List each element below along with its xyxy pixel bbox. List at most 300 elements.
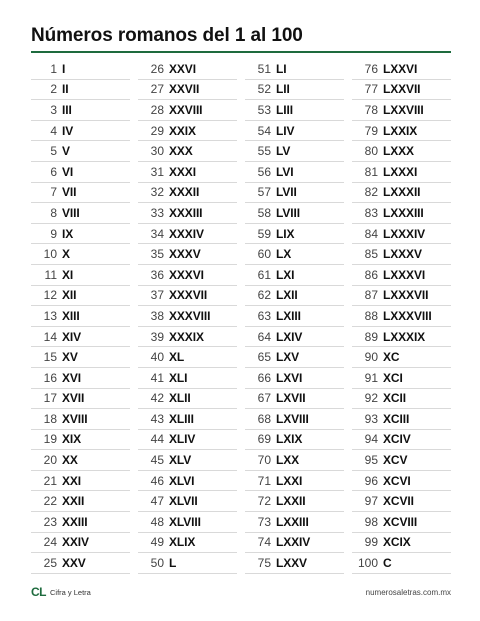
arabic-number: 8 [50, 205, 57, 220]
arabic-number: 69 [257, 432, 271, 447]
page-title: Números romanos del 1 al 100 [31, 25, 303, 46]
arabic-number: 53 [257, 102, 271, 117]
roman-numeral: XCI [383, 370, 403, 385]
numeral-row [138, 450, 237, 471]
arabic-number: 52 [257, 82, 271, 97]
arabic-number: 16 [43, 370, 57, 385]
roman-numeral: LI [276, 61, 287, 76]
roman-numeral: LXIII [276, 308, 301, 323]
roman-numeral: V [62, 144, 70, 159]
arabic-number: 35 [150, 247, 164, 262]
arabic-number: 48 [150, 514, 164, 529]
arabic-number: 100 [357, 556, 378, 571]
numeral-row [31, 141, 130, 162]
arabic-number: 34 [150, 226, 164, 241]
roman-numeral: XXV [62, 556, 86, 571]
numeral-row [31, 162, 130, 183]
brand [31, 585, 91, 599]
arabic-number: 12 [43, 288, 57, 303]
numeral-row [138, 306, 237, 327]
numeral-row [138, 347, 237, 368]
roman-numeral: LXXXIII [383, 205, 424, 220]
numeral-row [245, 347, 344, 368]
numeral-row [352, 100, 451, 121]
numeral-row [245, 162, 344, 183]
roman-numeral: X [62, 247, 70, 262]
arabic-number: 38 [150, 308, 164, 323]
numeral-row [245, 389, 344, 410]
roman-numeral: LXIX [276, 432, 303, 447]
numeral-row [245, 553, 344, 574]
arabic-number: 42 [150, 391, 164, 406]
numeral-row [31, 306, 130, 327]
numeral-row [138, 409, 237, 430]
numeral-row [31, 265, 130, 286]
arabic-number: 26 [150, 61, 164, 76]
arabic-number: 47 [150, 494, 164, 509]
numeral-row [31, 183, 130, 204]
numeral-row [352, 491, 451, 512]
roman-numeral: VIII [62, 205, 80, 220]
roman-numeral: LXXXVII [383, 288, 429, 303]
arabic-number: 3 [50, 102, 57, 117]
roman-numeral: LXXX [383, 144, 414, 159]
roman-numeral: XXXVIII [169, 308, 211, 323]
arabic-number: 51 [257, 61, 271, 76]
arabic-number: 43 [150, 411, 164, 426]
arabic-number: 46 [150, 473, 164, 488]
roman-numeral: XCV [383, 453, 408, 468]
roman-numeral: LXXIV [276, 535, 311, 550]
numeral-row [31, 224, 130, 245]
numeral-row [245, 100, 344, 121]
arabic-number: 77 [364, 82, 378, 97]
numeral-row [352, 224, 451, 245]
roman-numeral: LXXIX [383, 123, 418, 138]
numeral-row [31, 389, 130, 410]
arabic-number: 21 [43, 473, 57, 488]
numeral-row [31, 409, 130, 430]
numeral-column [352, 59, 451, 574]
roman-numeral: LXXXIX [383, 329, 426, 344]
arabic-number: 32 [150, 185, 164, 200]
numeral-row [31, 368, 130, 389]
numeral-row [352, 162, 451, 183]
roman-numeral: XCIX [383, 535, 411, 550]
numeral-row [352, 368, 451, 389]
numeral-row [31, 244, 130, 265]
numeral-row [352, 80, 451, 101]
roman-numeral: I [62, 61, 66, 76]
numeral-row [138, 59, 237, 80]
roman-numeral: XXXV [169, 247, 201, 262]
numeral-row [31, 512, 130, 533]
roman-numeral: XXX [169, 144, 193, 159]
roman-numeral: XCVII [383, 494, 414, 509]
numeral-row [245, 471, 344, 492]
arabic-number: 74 [257, 535, 271, 550]
arabic-number: 29 [150, 123, 164, 138]
numeral-row [138, 80, 237, 101]
numeral-row [138, 533, 237, 554]
roman-numeral: XXXIV [169, 226, 204, 241]
roman-numeral: XCII [383, 391, 406, 406]
roman-numeral: XXXI [169, 164, 196, 179]
arabic-number: 14 [43, 329, 57, 344]
arabic-number: 6 [50, 164, 57, 179]
roman-numeral: XXXIII [169, 205, 203, 220]
roman-numeral: XXVI [169, 61, 196, 76]
arabic-number: 98 [364, 514, 378, 529]
numeral-row [31, 491, 130, 512]
arabic-number: 75 [257, 556, 271, 571]
arabic-number: 73 [257, 514, 271, 529]
numeral-row [352, 512, 451, 533]
numeral-row [31, 450, 130, 471]
numeral-row [352, 553, 451, 574]
numeral-row [245, 491, 344, 512]
numeral-row [352, 430, 451, 451]
roman-numeral: XII [62, 288, 77, 303]
numeral-row [245, 306, 344, 327]
numeral-row [245, 121, 344, 142]
numeral-row [352, 203, 451, 224]
arabic-number: 94 [364, 432, 378, 447]
roman-numeral: LXXXI [383, 164, 418, 179]
numeral-row [31, 80, 130, 101]
numeral-row [138, 141, 237, 162]
arabic-number: 84 [364, 226, 378, 241]
roman-numeral: XIII [62, 308, 80, 323]
roman-numeral: LXVI [276, 370, 303, 385]
arabic-number: 99 [364, 535, 378, 550]
numeral-row [138, 100, 237, 121]
numeral-row [138, 265, 237, 286]
arabic-number: 13 [43, 308, 57, 323]
arabic-number: 82 [364, 185, 378, 200]
numeral-row [352, 59, 451, 80]
numeral-row [138, 389, 237, 410]
arabic-number: 9 [50, 226, 57, 241]
numeral-row [352, 286, 451, 307]
numerals-table [31, 59, 451, 574]
arabic-number: 79 [364, 123, 378, 138]
roman-numeral: IX [62, 226, 74, 241]
numeral-row [31, 203, 130, 224]
roman-numeral: IV [62, 123, 74, 138]
roman-numeral: LXXXV [383, 247, 422, 262]
roman-numeral: XL [169, 350, 185, 365]
roman-numeral: XCVIII [383, 514, 418, 529]
roman-numeral: LIV [276, 123, 295, 138]
roman-numeral: LXIV [276, 329, 303, 344]
arabic-number: 22 [43, 494, 57, 509]
roman-numeral: LII [276, 82, 290, 97]
arabic-number: 58 [257, 205, 271, 220]
arabic-number: 24 [43, 535, 57, 550]
numeral-row [245, 183, 344, 204]
numeral-row [138, 327, 237, 348]
arabic-number: 4 [50, 123, 57, 138]
title-divider [31, 51, 451, 53]
roman-numeral: II [62, 82, 69, 97]
arabic-number: 72 [257, 494, 271, 509]
roman-numeral: XXVII [169, 82, 200, 97]
numeral-row [138, 430, 237, 451]
numeral-row [138, 471, 237, 492]
arabic-number: 83 [364, 205, 378, 220]
arabic-number: 71 [257, 473, 271, 488]
numeral-row [245, 224, 344, 245]
numeral-row [138, 512, 237, 533]
numeral-row [245, 286, 344, 307]
roman-numeral: XXIII [62, 514, 88, 529]
roman-numeral: XLIV [169, 432, 196, 447]
roman-numeral: XVIII [62, 411, 88, 426]
numeral-row [352, 533, 451, 554]
numeral-row [245, 80, 344, 101]
numeral-row [245, 327, 344, 348]
arabic-number: 60 [257, 247, 271, 262]
numeral-row [31, 553, 130, 574]
roman-numeral: LXII [276, 288, 298, 303]
arabic-number: 68 [257, 411, 271, 426]
roman-numeral: LXXVII [383, 82, 421, 97]
arabic-number: 1 [50, 61, 57, 76]
roman-numeral: LIX [276, 226, 295, 241]
arabic-number: 91 [364, 370, 378, 385]
roman-numeral: XXXIX [169, 329, 204, 344]
numeral-row [352, 244, 451, 265]
roman-numeral: LXXII [276, 494, 306, 509]
numeral-row [31, 533, 130, 554]
roman-numeral: XXI [62, 473, 82, 488]
roman-numeral: XXXVI [169, 267, 204, 282]
numeral-column [31, 59, 130, 574]
roman-numeral: XLVIII [169, 514, 201, 529]
arabic-number: 41 [150, 370, 164, 385]
roman-numeral: LXXVIII [383, 102, 424, 117]
roman-numeral: III [62, 102, 72, 117]
arabic-number: 95 [364, 453, 378, 468]
roman-numeral: LVII [276, 185, 297, 200]
roman-numeral: LXVII [276, 391, 306, 406]
numeral-row [138, 203, 237, 224]
arabic-number: 31 [150, 164, 164, 179]
roman-numeral: XV [62, 350, 78, 365]
arabic-number: 39 [150, 329, 164, 344]
arabic-number: 96 [364, 473, 378, 488]
arabic-number: 59 [257, 226, 271, 241]
roman-numeral: XVI [62, 370, 82, 385]
roman-numeral: XXII [62, 494, 85, 509]
roman-numeral: LVIII [276, 205, 300, 220]
numeral-row [31, 59, 130, 80]
roman-numeral: LV [276, 144, 291, 159]
roman-numeral: XCVI [383, 473, 411, 488]
roman-numeral: XIV [62, 329, 82, 344]
numeral-row [245, 265, 344, 286]
roman-numeral: XLVI [169, 473, 195, 488]
arabic-number: 87 [364, 288, 378, 303]
roman-numeral: LVI [276, 164, 294, 179]
arabic-number: 65 [257, 350, 271, 365]
arabic-number: 56 [257, 164, 271, 179]
numeral-row [352, 265, 451, 286]
numeral-row [245, 59, 344, 80]
roman-numeral: LXXI [276, 473, 303, 488]
numeral-row [138, 491, 237, 512]
numeral-row [245, 368, 344, 389]
arabic-number: 15 [43, 350, 57, 365]
roman-numeral: XXVIII [169, 102, 203, 117]
arabic-number: 55 [257, 144, 271, 159]
roman-numeral: LXXXIV [383, 226, 426, 241]
roman-numeral: LXXIII [276, 514, 309, 529]
website-url: numerosaletras.com.mx [365, 587, 451, 597]
numeral-row [138, 183, 237, 204]
roman-numeral: LXV [276, 350, 300, 365]
numeral-row [245, 409, 344, 430]
roman-numeral: XVII [62, 391, 85, 406]
arabic-number: 2 [50, 82, 57, 97]
roman-numeral: XXIV [62, 535, 89, 550]
arabic-number: 28 [150, 102, 164, 117]
numeral-row [352, 183, 451, 204]
arabic-number: 86 [364, 267, 378, 282]
roman-numeral: XI [62, 267, 74, 282]
numeral-row [352, 450, 451, 471]
arabic-number: 37 [150, 288, 164, 303]
arabic-number: 54 [257, 123, 271, 138]
arabic-number: 33 [150, 205, 164, 220]
arabic-number: 63 [257, 308, 271, 323]
roman-numeral: XLII [169, 391, 191, 406]
arabic-number: 89 [364, 329, 378, 344]
arabic-number: 64 [257, 329, 271, 344]
numeral-row [138, 121, 237, 142]
arabic-number: 5 [50, 144, 57, 159]
numeral-row [352, 471, 451, 492]
numeral-row [138, 162, 237, 183]
numeral-row [138, 244, 237, 265]
roman-numeral: VI [62, 164, 74, 179]
arabic-number: 20 [43, 453, 57, 468]
roman-numeral: LXVIII [276, 411, 309, 426]
numeral-row [138, 553, 237, 574]
roman-numeral: LXXV [276, 556, 307, 571]
numeral-row [352, 389, 451, 410]
arabic-number: 78 [364, 102, 378, 117]
roman-numeral: LXXVI [383, 61, 418, 76]
arabic-number: 50 [150, 556, 164, 571]
footer [31, 582, 451, 602]
numeral-row [245, 203, 344, 224]
arabic-number: 7 [50, 185, 57, 200]
roman-numeral: XLI [169, 370, 188, 385]
roman-numeral: LXXXVIII [383, 308, 432, 323]
numeral-row [245, 141, 344, 162]
roman-numeral: C [383, 556, 392, 571]
arabic-number: 40 [150, 350, 164, 365]
numeral-row [31, 121, 130, 142]
roman-numeral: XCIII [383, 411, 410, 426]
arabic-number: 11 [44, 267, 57, 282]
roman-numeral: XLIII [169, 411, 194, 426]
arabic-number: 93 [364, 411, 378, 426]
numeral-row [31, 471, 130, 492]
arabic-number: 49 [150, 535, 164, 550]
arabic-number: 88 [364, 308, 378, 323]
numeral-row [245, 533, 344, 554]
numeral-row [245, 512, 344, 533]
numeral-row [352, 306, 451, 327]
arabic-number: 62 [257, 288, 271, 303]
numeral-row [31, 327, 130, 348]
roman-numeral: XCIV [383, 432, 411, 447]
arabic-number: 92 [364, 391, 378, 406]
arabic-number: 81 [364, 164, 378, 179]
brand-name: Cifra y Letra [50, 587, 91, 597]
roman-numeral: LIII [276, 102, 293, 117]
arabic-number: 57 [257, 185, 271, 200]
numeral-row [31, 100, 130, 121]
arabic-number: 25 [43, 556, 57, 571]
numeral-row [138, 368, 237, 389]
roman-numeral: XXIX [169, 123, 196, 138]
arabic-number: 76 [364, 61, 378, 76]
arabic-number: 27 [150, 82, 164, 97]
arabic-number: 66 [257, 370, 271, 385]
arabic-number: 61 [257, 267, 271, 282]
numeral-row [31, 347, 130, 368]
arabic-number: 17 [43, 391, 57, 406]
roman-numeral: LX [276, 247, 292, 262]
roman-numeral: LXXXVI [383, 267, 426, 282]
roman-numeral: XXXII [169, 185, 200, 200]
arabic-number: 10 [43, 247, 57, 262]
arabic-number: 30 [150, 144, 164, 159]
arabic-number: 90 [364, 350, 378, 365]
numeral-row [138, 286, 237, 307]
roman-numeral: XX [62, 453, 78, 468]
roman-numeral: XLIX [169, 535, 196, 550]
numeral-row [31, 286, 130, 307]
numeral-row [138, 224, 237, 245]
numeral-row [352, 409, 451, 430]
arabic-number: 70 [257, 453, 271, 468]
numeral-row [31, 430, 130, 451]
arabic-number: 36 [150, 267, 164, 282]
arabic-number: 97 [364, 494, 378, 509]
arabic-number: 19 [43, 432, 57, 447]
roman-numeral: XIX [62, 432, 82, 447]
arabic-number: 85 [364, 247, 378, 262]
roman-numeral: LXXXII [383, 185, 421, 200]
numeral-row [245, 244, 344, 265]
arabic-number: 45 [150, 453, 164, 468]
numeral-row [245, 430, 344, 451]
brand-logo: CL [31, 585, 46, 599]
roman-numeral: VII [62, 185, 77, 200]
numeral-row [352, 121, 451, 142]
roman-numeral: LXX [276, 453, 300, 468]
roman-numeral: XXXVII [169, 288, 208, 303]
numeral-row [352, 141, 451, 162]
arabic-number: 80 [364, 144, 378, 159]
roman-numeral: XLVII [169, 494, 198, 509]
arabic-number: 44 [150, 432, 164, 447]
